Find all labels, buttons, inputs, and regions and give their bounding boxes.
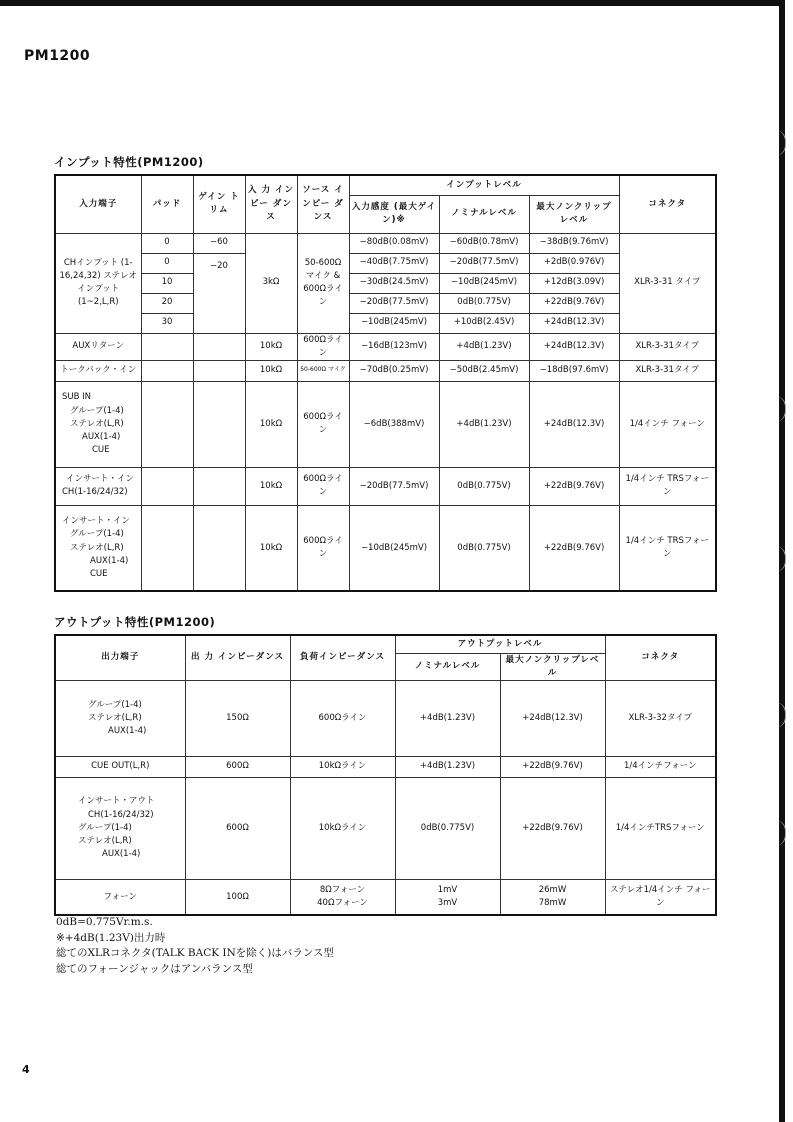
sensitivity-cell: −40dB(7.75mV): [349, 253, 439, 273]
sensitivity-cell: −70dB(0.25mV): [349, 360, 439, 381]
talkback-terminal: トークバック・イン: [55, 360, 141, 381]
col-nominal: ノミナルレベル: [395, 653, 500, 680]
max-cell: +22dB(9.76V): [529, 467, 619, 505]
gain-cell: −20: [193, 253, 245, 333]
connector-cell: 1/4インチフォーン: [605, 756, 716, 777]
source-cell: 600Ωライン: [297, 505, 349, 591]
nominal-cell: +4dB(1.23V): [395, 680, 500, 756]
table-row: [55, 313, 716, 333]
col-max-nonclip: 最大ノンクリップレベル: [500, 653, 605, 680]
pad-cell: 10: [141, 273, 193, 293]
connector-cell: 1/4インチ フォーン: [619, 381, 716, 467]
col-input-level: インプットレベル: [349, 175, 619, 195]
sensitivity-cell: −6dB(388mV): [349, 381, 439, 467]
max-cell: +24dB(12.3V): [529, 333, 619, 360]
input-specs-title: インプット特性(PM1200): [54, 155, 204, 169]
max-cell: +12dB(3.09V): [529, 273, 619, 293]
pad-cell: 0: [141, 233, 193, 253]
table-row: [55, 360, 716, 381]
output-specs-title: アウトプット特性(PM1200): [54, 615, 216, 629]
nominal-cell: 0dB(0.775V): [439, 505, 529, 591]
col-terminal: 出力端子: [55, 635, 185, 680]
impedance-cell: 10kΩ: [245, 381, 297, 467]
max-cell: +22dB(9.76V): [500, 756, 605, 777]
insert-ch-terminal: インサート・イン CH(1-16/24/32): [55, 467, 141, 505]
impedance-cell: 10kΩ: [245, 467, 297, 505]
ch-input-terminal: CHインプット (1-16,24,32) ステレオインプット (1~2,L,R): [55, 233, 141, 333]
source-cell: 50-600Ω マイク: [297, 360, 349, 381]
col-max-nonclip: 最大ノンクリップ レベル: [529, 195, 619, 233]
col-output-impedance: 出 力 インピーダンス: [185, 635, 290, 680]
connector-cell: 1/4インチ TRSフォーン: [619, 467, 716, 505]
max-cell: −38dB(9.76mV): [529, 233, 619, 253]
load-cell: 8Ωフォーン 40Ωフォーン: [290, 879, 395, 915]
impedance-cell: 100Ω: [185, 879, 290, 915]
table-row: [55, 756, 716, 777]
nominal-cell: −50dB(2.45mV): [439, 360, 529, 381]
col-connector: コネクタ: [619, 175, 716, 233]
table-row: [55, 381, 716, 467]
col-input-impedance: 入 力 インピー ダンス: [245, 175, 297, 233]
output-terminal: フォーン: [55, 879, 185, 915]
top-border: [0, 0, 780, 6]
page-number: 4: [22, 1063, 30, 1076]
connector-cell: XLR-3-32タイプ: [605, 680, 716, 756]
output-specs-table: [54, 634, 717, 916]
max-cell: +22dB(9.76V): [529, 505, 619, 591]
col-source-impedance: ソース インピー ダンス: [297, 175, 349, 233]
pad-cell: 20: [141, 293, 193, 313]
sensitivity-cell: −10dB(245mV): [349, 505, 439, 591]
max-cell: +2dB(0.976V): [529, 253, 619, 273]
nominal-cell: 1mV 3mV: [395, 879, 500, 915]
impedance-cell: 10kΩ: [245, 360, 297, 381]
gain-cell: −60: [193, 233, 245, 253]
ch-connector: XLR-3-31 タイプ: [619, 233, 716, 333]
impedance-cell: 600Ω: [185, 756, 290, 777]
table-row: [55, 273, 716, 293]
ch-source-impedance: 50-600Ω マイク & 600Ωライン: [297, 233, 349, 333]
nominal-cell: −20dB(77.5mV): [439, 253, 529, 273]
impedance-cell: 600Ω: [185, 777, 290, 879]
source-cell: 600Ωライン: [297, 467, 349, 505]
note: 0dB=0.775Vr.m.s.: [56, 916, 153, 928]
sensitivity-cell: −80dB(0.08mV): [349, 233, 439, 253]
note: 総てのフォーンジャックはアンバランス型: [56, 962, 253, 975]
load-cell: 600Ωライン: [290, 680, 395, 756]
table-row: [55, 253, 716, 273]
insert-other-terminal: インサート・イン グループ(1-4) ステレオ(L,R) AUX(1-4) CUE: [55, 505, 141, 591]
pad-cell: 30: [141, 313, 193, 333]
notes: [56, 915, 334, 977]
nominal-cell: +4dB(1.23V): [439, 381, 529, 467]
table-row: [55, 467, 716, 505]
model-name: PM1200: [24, 48, 91, 64]
impedance-cell: 10kΩ: [245, 333, 297, 360]
table-row: [55, 680, 716, 756]
sensitivity-cell: −30dB(24.5mV): [349, 273, 439, 293]
impedance-cell: 10kΩ: [245, 505, 297, 591]
table-row: [55, 233, 716, 253]
table-row: [55, 505, 716, 591]
col-gain-trim: ゲイン トリム: [193, 175, 245, 233]
sensitivity-cell: −10dB(245mV): [349, 313, 439, 333]
note: 総てのXLRコネクタ(TALK BACK INを除く)はバランス型: [56, 947, 335, 959]
sub-in-terminal: SUB IN グループ(1-4) ステレオ(L,R) AUX(1-4) CUE: [55, 381, 141, 467]
col-load-impedance: 負荷インピーダンス: [290, 635, 395, 680]
table-row: [55, 293, 716, 313]
nominal-cell: +4dB(1.23V): [439, 333, 529, 360]
sensitivity-cell: −20dB(77.5mV): [349, 467, 439, 505]
col-connector: コネクタ: [605, 635, 716, 680]
table-row: [55, 333, 716, 360]
aux-return-terminal: AUXリターン: [55, 333, 141, 360]
table-row: [55, 879, 716, 915]
max-cell: 26mW 78mW: [500, 879, 605, 915]
col-pad: パッド: [141, 175, 193, 233]
col-output-level: アウトプットレベル: [395, 635, 605, 653]
source-cell: 600Ωライン: [297, 333, 349, 360]
nominal-cell: −60dB(0.78mV): [439, 233, 529, 253]
output-terminal: CUE OUT(L,R): [55, 756, 185, 777]
table-row: [55, 777, 716, 879]
max-cell: +22dB(9.76V): [500, 777, 605, 879]
note: ※+4dB(1.23V)出力時: [56, 931, 166, 944]
connector-cell: 1/4インチTRSフォーン: [605, 777, 716, 879]
output-terminal: インサート・アウト CH(1-16/24/32) グループ(1-4) ステレオ(L,R) AUX(1-4): [55, 777, 185, 879]
pad-cell: 0: [141, 253, 193, 273]
connector-cell: XLR-3-31タイプ: [619, 333, 716, 360]
load-cell: 10kΩライン: [290, 756, 395, 777]
nominal-cell: −10dB(245mV): [439, 273, 529, 293]
nominal-cell: +4dB(1.23V): [395, 756, 500, 777]
input-specs-table: [54, 174, 717, 592]
impedance-cell: 150Ω: [185, 680, 290, 756]
col-nominal: ノミナルレベル: [439, 195, 529, 233]
connector-cell: 1/4インチ TRSフォーン: [619, 505, 716, 591]
nominal-cell: 0dB(0.775V): [439, 467, 529, 505]
load-cell: 10kΩライン: [290, 777, 395, 879]
ch-input-impedance: 3kΩ: [245, 233, 297, 333]
connector-cell: ステレオ1/4インチ フォーン: [605, 879, 716, 915]
max-cell: +24dB(12.3V): [500, 680, 605, 756]
connector-cell: XLR-3-31タイプ: [619, 360, 716, 381]
max-cell: +24dB(12.3V): [529, 313, 619, 333]
col-sensitivity: 入力感度 (最大ゲイン)※: [349, 195, 439, 233]
max-cell: −18dB(97.6mV): [529, 360, 619, 381]
col-terminal: 入力端子: [55, 175, 141, 233]
max-cell: +22dB(9.76V): [529, 293, 619, 313]
max-cell: +24dB(12.3V): [529, 381, 619, 467]
source-cell: 600Ωライン: [297, 381, 349, 467]
sensitivity-cell: −20dB(77.5mV): [349, 293, 439, 313]
output-terminal: グループ(1-4) ステレオ(L,R) AUX(1-4): [55, 680, 185, 756]
nominal-cell: 0dB(0.775V): [439, 293, 529, 313]
nominal-cell: +10dB(2.45V): [439, 313, 529, 333]
sensitivity-cell: −16dB(123mV): [349, 333, 439, 360]
nominal-cell: 0dB(0.775V): [395, 777, 500, 879]
